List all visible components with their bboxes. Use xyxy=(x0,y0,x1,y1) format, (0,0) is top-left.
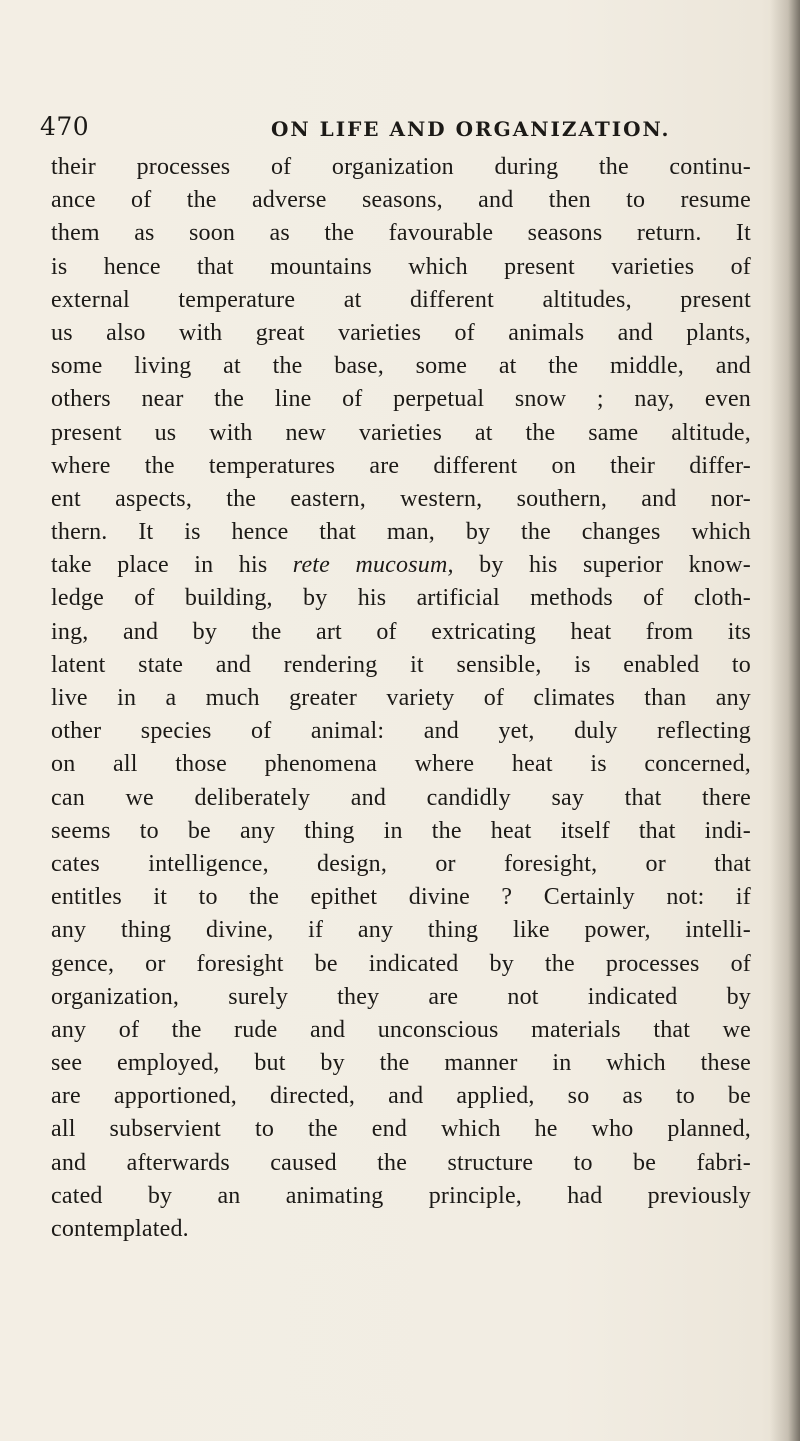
text-line: any of the rude and unconscious materials that we xyxy=(51,1016,751,1043)
text-line: ing, and by the art of extricating heat from its xyxy=(51,618,751,645)
text-line: other species of animal: and yet, duly reflecting xyxy=(51,718,751,745)
text-line: ance of the adverse seasons, and then to resume xyxy=(51,187,751,214)
text-line: us also with great varieties of animals and plants, xyxy=(51,319,751,346)
text-line: live in a much greater variety of climates than any xyxy=(51,685,751,711)
text-line: see employed, but by the manner in which these xyxy=(51,1050,751,1077)
text-line: ent aspects, the eastern, western, southern, and nor- xyxy=(51,485,751,512)
italic-term: rete mucosum, xyxy=(292,552,454,579)
text-line: present us with new varieties at the same altitude, xyxy=(51,419,751,446)
text-line: seems to be any thing in the heat itself that indi- xyxy=(51,817,751,844)
page-edge-shadow xyxy=(770,0,800,1441)
text-line-with-italic xyxy=(51,549,751,582)
text-line: are apportioned, directed, and applied, so as to be xyxy=(51,1083,751,1110)
text-line: and afterwards caused the structure to be fabri- xyxy=(51,1149,751,1176)
text-line: cated by an animating principle, had previously xyxy=(51,1182,751,1209)
text-line: latent state and rendering it sensible, is enabled to xyxy=(51,651,751,678)
text-line: on all those phenomena where heat is concerned, xyxy=(51,751,751,778)
text-segment: take place in his xyxy=(51,552,293,579)
running-head xyxy=(0,112,800,152)
running-head-title: ON LIFE AND ORGANIZATION. xyxy=(271,117,671,141)
text-line: others near the line of perpetual snow ; nay, even xyxy=(51,386,751,413)
text-line: where the temperatures are different on their differ- xyxy=(51,452,751,479)
body-text xyxy=(51,151,751,1246)
text-line: organization, surely they are not indicated by xyxy=(51,983,751,1010)
text-line: ledge of building, by his artificial methods of cloth- xyxy=(51,585,751,612)
text-line: external temperature at different altitudes, present xyxy=(51,286,751,313)
page-number: 470 xyxy=(40,112,90,141)
text-line: is hence that mountains which present varieties of xyxy=(51,253,751,280)
text-line: gence, or foresight be indicated by the processes of xyxy=(51,950,751,977)
text-line: all subservient to the end which he who planned, xyxy=(51,1116,751,1143)
text-line: thern. It is hence that man, by the changes which xyxy=(51,519,751,546)
text-line: contemplated. xyxy=(51,1216,189,1242)
text-line: them as soon as the favourable seasons return. It xyxy=(51,220,751,247)
text-line: some living at the base, some at the middle, and xyxy=(51,353,751,380)
text-line: any thing divine, if any thing like power, intelli- xyxy=(51,917,751,944)
text-line: entitles it to the epithet divine ? Certainly not: if xyxy=(51,884,751,911)
text-segment: by his superior know- xyxy=(453,552,751,579)
text-line: cates intelligence, design, or foresight, or that xyxy=(51,850,751,877)
text-line: can we deliberately and candidly say that there xyxy=(51,784,751,811)
text-line: their processes of organization during the continu- xyxy=(51,154,751,180)
